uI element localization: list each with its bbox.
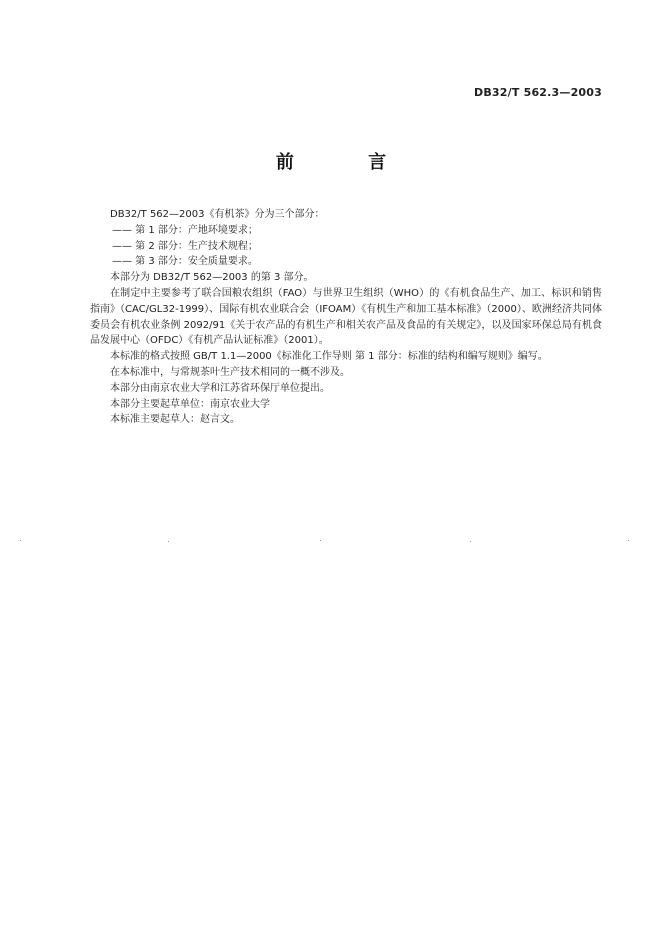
intro-paragraph: DB32/T 562—2003《有机茶》分为三个部分：: [110, 209, 325, 220]
exclusion-paragraph: 在本标准中，与常规茶叶生产技术相同的一概不涉及。: [110, 366, 350, 378]
proposer-paragraph: 本部分由南京农业大学和江苏省环保厅单位提出。: [110, 382, 330, 394]
format-paragraph: 本标准的格式按照 GB/T 1.1—2000《标准化工作导则 第 1 部分：标准的结构和编写规则》编写。: [110, 351, 548, 363]
scan-speck: [320, 540, 321, 541]
references-paragraph: 在制定中主要参考了联合国粮农组织（FAO）与世界卫生组织（WHO）的《有机食品生产、加工、标识和销售指南》（CAC/GL32-1999）、国际有机农业联合会（IFOAM）《有机生产和加工基本标准》（2000）、欧洲经济共同体委员会有机农业条例 2092/91《关于农产品的有机生产和相关农产品及食品的有关规定》，以及国家环保总局有机食品发展中心（OFDC）《有机产品认证标准》（2001）。: [90, 287, 602, 347]
page-title: 前 言: [275, 152, 421, 173]
standard-code: DB32/T 562.3—2003: [474, 86, 602, 99]
drafting-unit-paragraph: 本部分主要起草单位：南京农业大学: [110, 398, 270, 410]
list-item: —— 第 3 部分：安全质量要求。: [112, 256, 258, 268]
scan-speck: [20, 540, 21, 541]
scan-speck: [470, 541, 471, 542]
list-item: —— 第 1 部分：产地环境要求；: [112, 224, 258, 236]
drafter-paragraph: 本标准主要起草人：赵言文。: [110, 414, 240, 426]
scan-speck: [168, 541, 169, 542]
scope-paragraph: 本部分为 DB32/T 562—2003 的第 3 部分。: [110, 272, 314, 284]
scan-speck: [628, 540, 629, 541]
scan-artifacts: [0, 540, 662, 544]
list-item: —— 第 2 部分：生产技术规程；: [112, 240, 258, 252]
foreword-body: [90, 207, 602, 428]
